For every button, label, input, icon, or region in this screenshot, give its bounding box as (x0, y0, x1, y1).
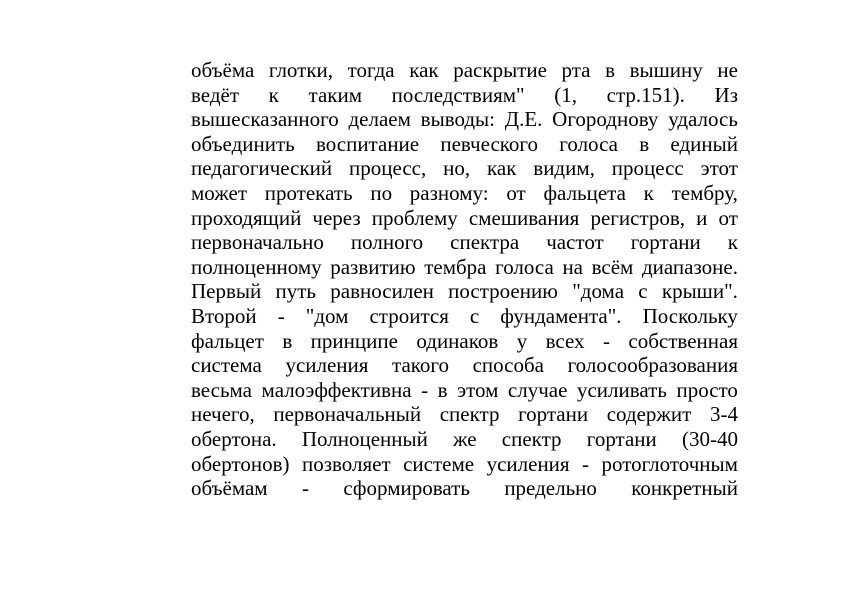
text-word: глотки, (268, 58, 334, 82)
text-word: диапазоне. (641, 254, 738, 279)
text-word: протекать (264, 180, 353, 205)
text-word: полного (350, 230, 424, 255)
text-word: процесс (611, 156, 684, 181)
text-word: вышину (629, 58, 703, 82)
text-word: развитию (330, 254, 416, 279)
text-word: ведёт (191, 82, 240, 107)
text-word: весьма (191, 377, 253, 402)
text-word: Из (714, 82, 738, 107)
text-line (191, 255, 738, 280)
text-word: голосообразования (567, 353, 738, 378)
text-word: не (717, 58, 738, 82)
text-word: (1, (554, 82, 577, 107)
text-word: построению (448, 279, 558, 304)
text-line (191, 230, 738, 255)
text-word: вышесказанного (191, 107, 339, 132)
text-line (191, 452, 738, 477)
text-word: полноценному (191, 254, 322, 279)
text-word: - (582, 451, 590, 476)
text-word: через (312, 205, 361, 230)
text-word: усиливать (576, 377, 667, 402)
text-word: - (301, 476, 309, 501)
text-word: содержит (606, 402, 692, 427)
text-word: Второй (191, 303, 257, 328)
text-word: этот (700, 156, 738, 181)
text-word: - (277, 303, 285, 328)
text-word: в (605, 58, 616, 82)
text-word: тембра (424, 254, 487, 279)
text-word: система (191, 353, 262, 378)
text-word: сформировать (343, 476, 470, 501)
text-word: в (282, 328, 293, 353)
text-word: с (638, 279, 648, 304)
text-word: стр.151). (606, 82, 685, 107)
text-word: объёмам (191, 476, 268, 501)
text-word: голоса (495, 254, 554, 279)
text-word: и (696, 205, 708, 230)
text-word: просто (676, 377, 738, 402)
text-word: видим, (533, 156, 595, 181)
text-word: собственная (628, 328, 738, 353)
text-word: строится (369, 303, 449, 328)
text-word: способа (472, 353, 544, 378)
text-word: частот (546, 230, 604, 255)
text-word: воспитание (315, 131, 420, 156)
text-line (191, 206, 738, 231)
text-line (191, 304, 738, 329)
text-word: ротоглоточным (601, 451, 738, 476)
text-word: от (718, 205, 738, 230)
text-word: в (639, 131, 650, 156)
text-line (191, 156, 738, 181)
text-word: как (409, 58, 439, 82)
text-word: к (268, 82, 279, 107)
text-word: гортани (518, 402, 589, 427)
text-word: Поскольку (642, 303, 738, 328)
text-word: может (191, 180, 247, 205)
text-word: тогда (347, 58, 395, 82)
text-word: "дома (572, 279, 625, 304)
text-word: певческого (440, 131, 539, 156)
text-line (191, 83, 738, 108)
text-word: разному: (409, 180, 489, 205)
text-word: но, (443, 156, 471, 181)
text-word: обертона. (191, 426, 277, 451)
text-word: смешивания (468, 205, 580, 230)
text-word: усиления (285, 353, 369, 378)
document-text-block (191, 58, 738, 501)
text-word: Огороднову (552, 107, 659, 132)
text-line (191, 378, 738, 403)
text-word: всех (545, 328, 585, 353)
text-word: Первый (191, 279, 262, 304)
text-word: конкретный (631, 476, 738, 501)
text-word: регистров, (590, 205, 686, 230)
text-word: спектр (439, 402, 500, 427)
text-word: Полноценный (301, 426, 428, 451)
text-word: такого (392, 353, 449, 378)
text-line (191, 58, 738, 83)
text-word: раскрытие (453, 58, 547, 82)
text-word: процесс, (349, 156, 427, 181)
text-word: как (486, 156, 517, 181)
text-word: - (602, 328, 610, 353)
text-word: путь (275, 279, 317, 304)
text-line (191, 329, 738, 354)
text-word: 3-4 (709, 402, 738, 427)
text-word: (30-40 (681, 426, 738, 451)
text-word: единый (670, 131, 738, 156)
text-word: усиления (486, 451, 570, 476)
text-word: этом (457, 377, 499, 402)
text-word: к (727, 230, 738, 255)
text-line (191, 402, 738, 427)
text-word: гортани (630, 230, 701, 255)
text-word: спектр (501, 426, 562, 451)
text-word: принципе (310, 328, 398, 353)
text-line (191, 107, 738, 132)
text-word: всём (591, 254, 634, 279)
text-word: выводы: (420, 107, 495, 132)
text-word: проблему (371, 205, 458, 230)
text-line (191, 279, 738, 304)
text-line (191, 181, 738, 206)
text-word: случае (507, 377, 568, 402)
text-word: удалось (668, 107, 738, 132)
text-line (191, 476, 738, 501)
text-word: педагогический (191, 156, 333, 181)
text-word: в (437, 377, 448, 402)
text-word: первоначальный (273, 402, 422, 427)
text-word: тембру, (671, 180, 738, 205)
text-word: по (370, 180, 393, 205)
text-word: Д.Е. (504, 107, 543, 132)
text-word: "дом (305, 303, 349, 328)
text-word: гортани (586, 426, 657, 451)
text-word: первоначально (191, 230, 324, 255)
text-word: последствиям" (391, 82, 525, 107)
text-word: предельно (504, 476, 597, 501)
text-word: таким (308, 82, 362, 107)
text-word: голоса (559, 131, 618, 156)
text-word: обертонов) (191, 451, 290, 476)
text-line (191, 353, 738, 378)
text-word: нечего, (191, 402, 255, 427)
text-line (191, 132, 738, 157)
text-word: крыши". (661, 279, 738, 304)
text-word: делаем (348, 107, 411, 132)
text-word: фальцета (543, 180, 626, 205)
text-word: от (506, 180, 526, 205)
text-word: фальцет (191, 328, 264, 353)
text-word: малоэффективна (261, 377, 412, 402)
text-word: же (453, 426, 477, 451)
text-word: одинаков (416, 328, 499, 353)
text-word: рта (561, 58, 591, 82)
text-word: спектра (450, 230, 520, 255)
text-word: - (421, 377, 429, 402)
text-word: проходящий (191, 205, 302, 230)
text-word: фундамента". (500, 303, 622, 328)
text-word: объединить (191, 131, 295, 156)
text-word: на (562, 254, 583, 279)
text-word: позволяет (301, 451, 391, 476)
text-word: с (469, 303, 480, 328)
text-word: объёма (191, 58, 255, 82)
text-word: системе (403, 451, 475, 476)
text-word: у (516, 328, 528, 353)
text-word: равносилен (330, 279, 434, 304)
text-word: к (643, 180, 654, 205)
text-line (191, 427, 738, 452)
